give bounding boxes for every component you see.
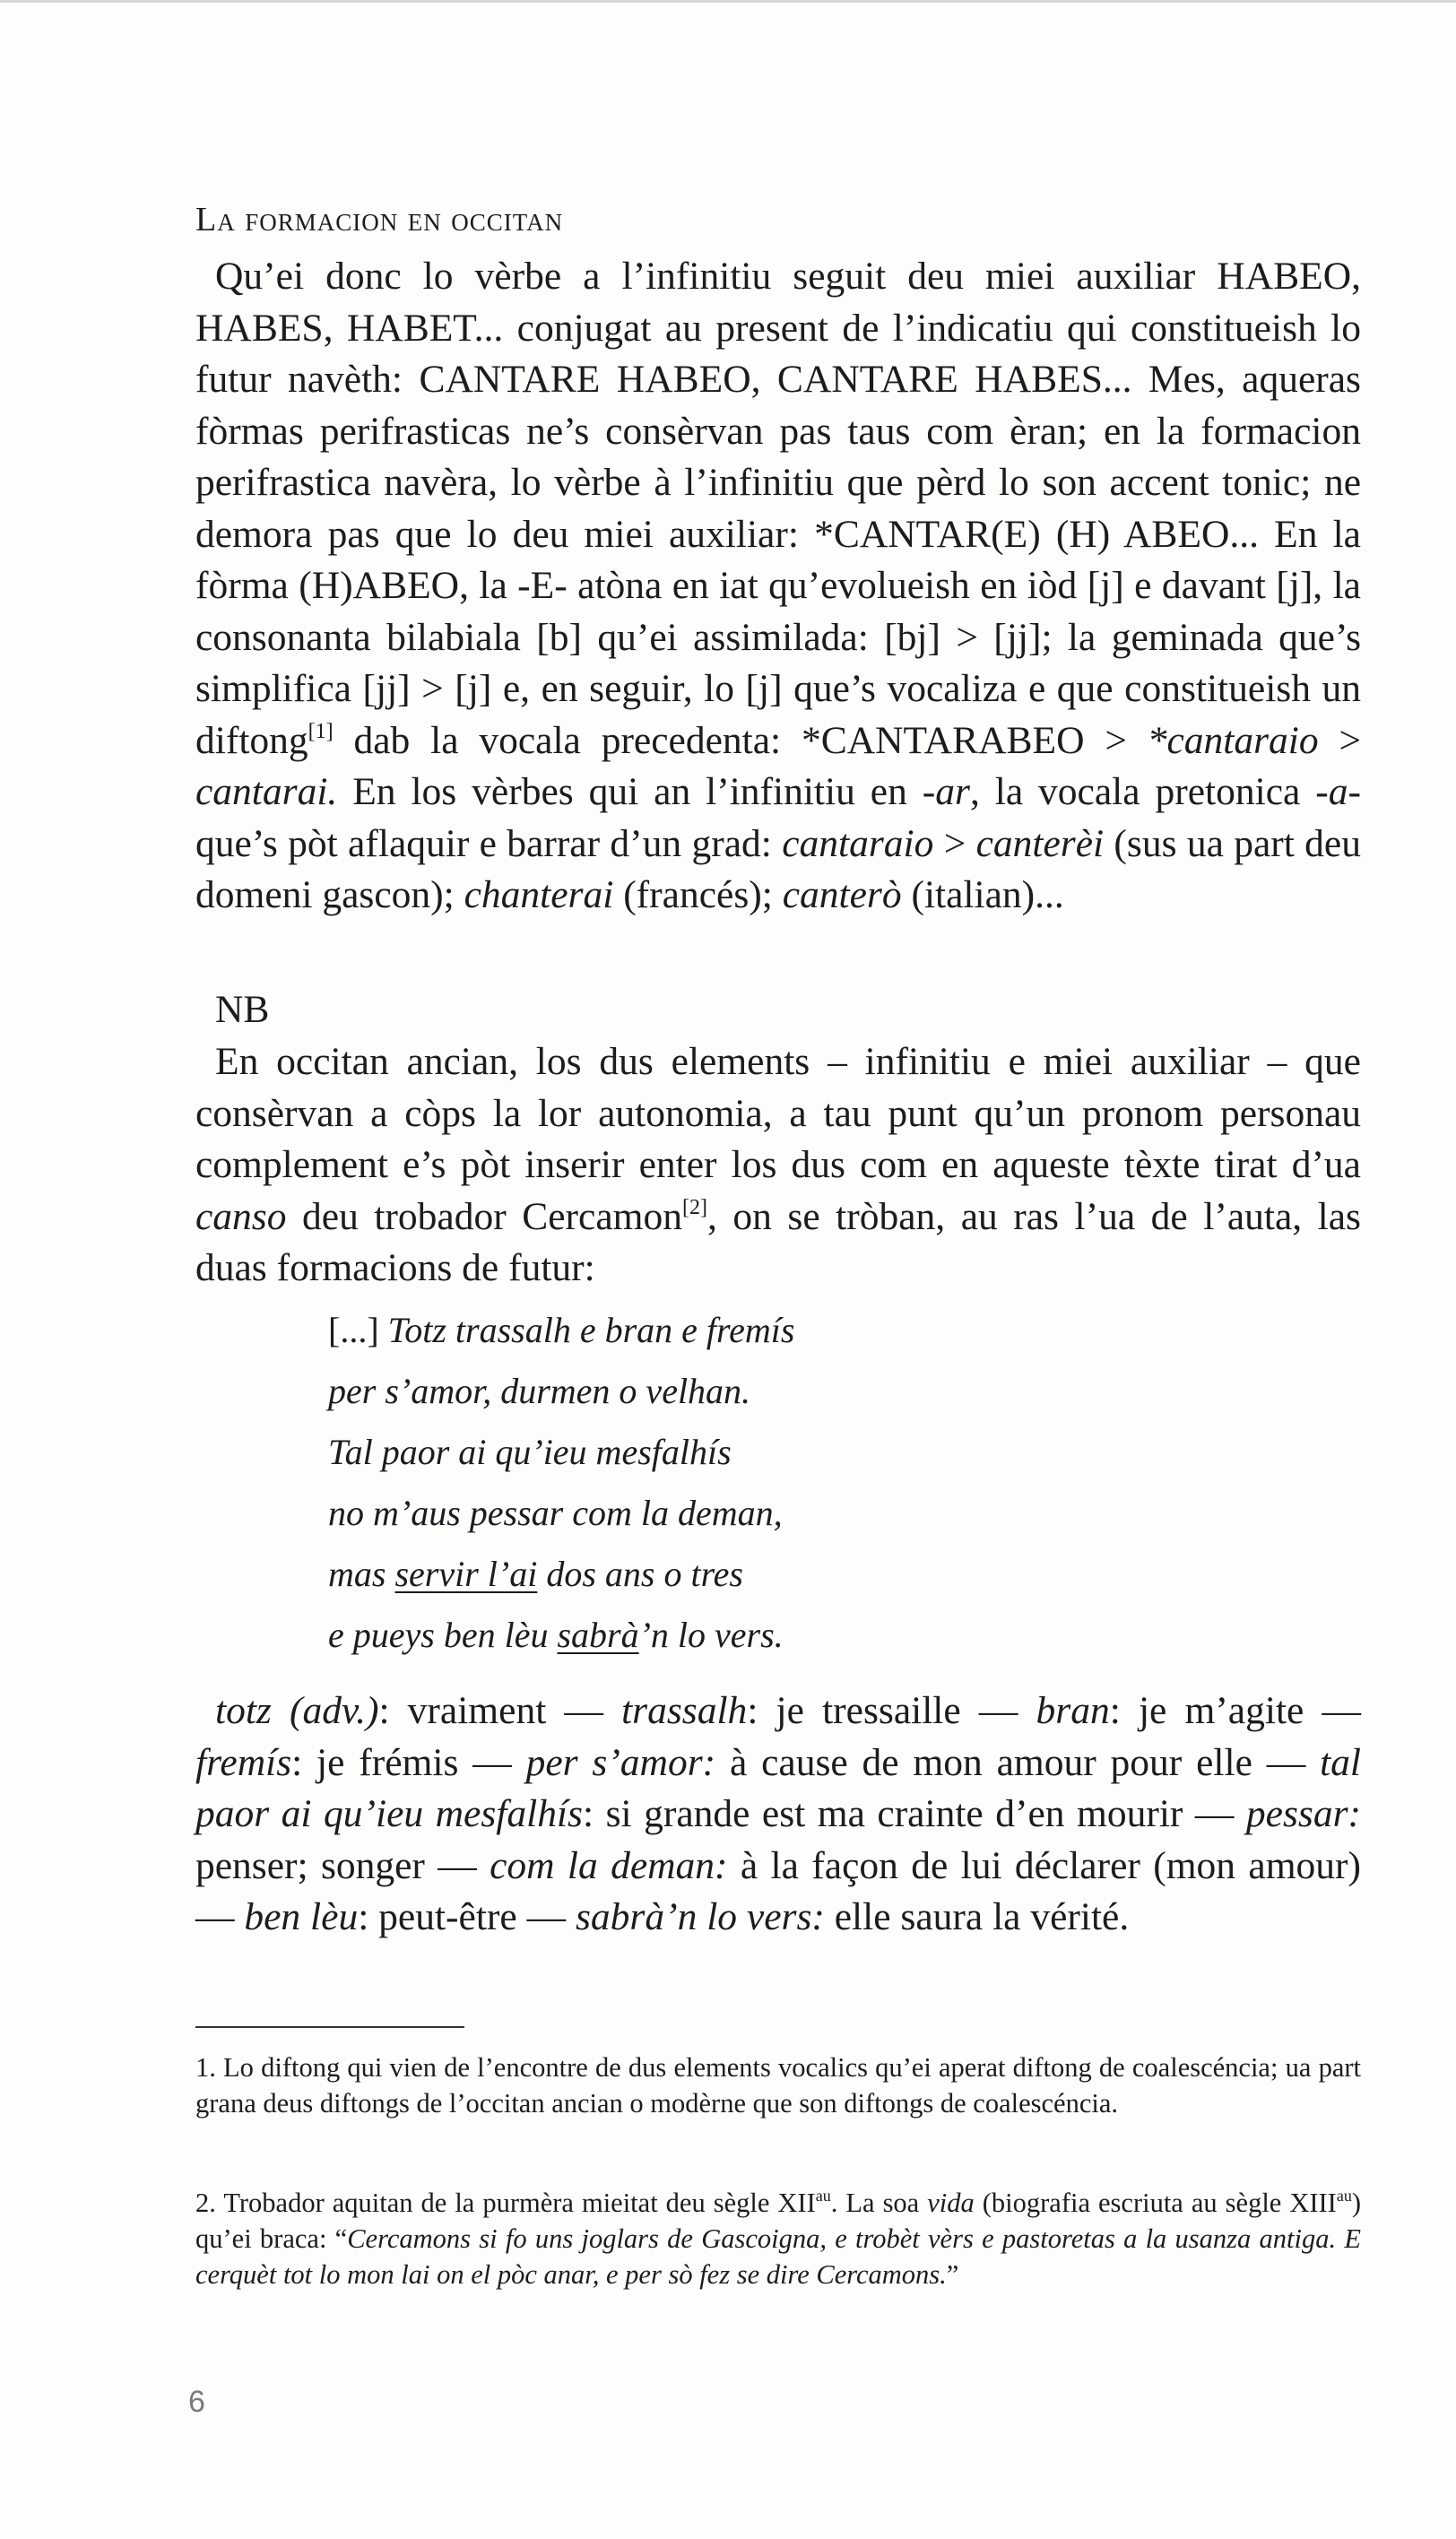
italic-term: -a-: [1315, 770, 1361, 813]
page-number: 6: [188, 2385, 205, 2419]
poem-line-text: ’n lo vers.: [638, 1615, 784, 1655]
ellipsis-bracket: [...]: [328, 1310, 388, 1350]
poem-line: [328, 1544, 1314, 1605]
gloss-def: à la façon de lui déclarer (mon amour) —: [195, 1843, 1362, 1938]
text-run: En los vèrbes qui an l’infinitiu en: [337, 770, 923, 813]
text-run: >: [933, 821, 976, 865]
gloss-def: elle saura la vérité.: [824, 1895, 1130, 1938]
italic-term: canterèi: [975, 821, 1105, 865]
gloss-def: : peut-être —: [358, 1895, 576, 1938]
footnote-ref-2[interactable]: [2]: [682, 1195, 707, 1219]
underlined-future-form: servir l’ai: [394, 1554, 538, 1594]
gloss-term: ben lèu: [244, 1895, 359, 1938]
gloss-term: totz (adv.): [215, 1689, 379, 1732]
text-run: deu trobador Cercamon: [286, 1194, 682, 1238]
text-run: (biografia escriuta au sègle XIII: [974, 2188, 1337, 2218]
glossary-paragraph: [195, 1685, 1361, 1944]
gloss-term: sabrà’n lo vers:: [575, 1895, 825, 1938]
poem-line-text: Totz trassalh e bran e fremís: [387, 1310, 795, 1350]
italic-term: vida: [927, 2188, 975, 2218]
text-run: dab la vocala precedenta: *CANTARABEO >: [333, 718, 1148, 762]
paragraph-nb: [195, 1036, 1361, 1295]
text-run: En occitan ancian, los dus elements – infinitiu e miei auxiliar – que consèrvan a còps la lor autonomia, a tau punt qu’un pronom personau complement e’s pòt inserir enter los dus com en aqueste tèxte tirat d’ua: [195, 1040, 1361, 1186]
gloss-term: bran: [1036, 1689, 1110, 1732]
text-run: ”: [946, 2259, 959, 2290]
section-heading: La formacion en occitan: [195, 201, 564, 238]
text-run: . La soa: [830, 2188, 928, 2218]
text-run: 2. Trobador aquitan de la purmèra mieitat deu sègle XII: [195, 2188, 816, 2218]
nb-title: NB: [215, 988, 270, 1031]
superscript: au: [815, 2187, 831, 2205]
gloss-def: : je frémis —: [291, 1740, 526, 1784]
poem-quotation: [328, 1300, 1314, 1666]
poem-line: [328, 1605, 1314, 1666]
gloss-def: : je m’agite —: [1109, 1689, 1361, 1732]
text-run: , la vocala pretonica: [969, 770, 1316, 813]
gloss-def: : si grande est ma crainte d’en mourir —: [582, 1792, 1246, 1835]
gloss-term: tal paor ai qu’ieu mesfalhís: [195, 1740, 1361, 1835]
poem-line-text: mas: [328, 1554, 395, 1594]
poem-line-text: dos ans o tres: [537, 1554, 743, 1594]
poem-line: no m’aus pessar com la deman,: [328, 1493, 783, 1533]
text-run: , on se tròban, au ras l’ua de l’auta, las duas formacions de futur:: [195, 1194, 1361, 1289]
underlined-future-form: sabrà: [557, 1615, 639, 1655]
text-run: Qu’ei donc lo vèrbe a l’infinitiu seguit deu miei auxiliar HABEO, HABES, HABET... conjugat au present de l’indicatiu qui constitueish lo futur navèth: CANTARE HABEO, CANTARE HABES... Mes, aqueras fòrmas perifrasticas ne’s consèrvan pas taus com èran; en la formacion perifrastica navèra, lo vèrbe à l’infinitiu que pèrd lo son accent tonic; ne demora pas que lo deu miei auxiliar: *CANTAR(E) (H) ABEO... En la fòrma (H)ABEO, la -E- atòna en iat qu’evolueish en iòd [j] e davant [j], la consonanta bilabiala [b] qu’ei assimilada: [bj] > [jj]; la geminada que’s simplifica [jj] > [j] e, en seguir, lo [j] que’s vocaliza e que constitueish un diftong: [195, 255, 1361, 762]
footnote-separator: [195, 2026, 464, 2028]
text-run: que’s pòt aflaquir e barrar d’un grad:: [195, 821, 783, 865]
italic-term: canterò: [782, 873, 902, 916]
italic-term: *cantaraio: [1147, 718, 1319, 762]
footnote-1: 1. Lo diftong qui vien de l’encontre de dus elements vocalics qu’ei aperat diftong de coalescéncia; ua part grana deus diftongs de l’occitan ancian o modèrne que son diftongs de coalescéncia.: [195, 2052, 1361, 2119]
gloss-term: fremís: [195, 1740, 292, 1784]
italic-term: -ar: [922, 770, 970, 813]
superscript: au: [1336, 2187, 1352, 2205]
italic-term: cantaraio: [782, 821, 934, 865]
poem-line: per s’amor, durmen o velhan.: [328, 1371, 751, 1411]
text-run: (francés);: [613, 873, 783, 916]
italic-term: canso: [195, 1194, 287, 1238]
gloss-def: : je tressaille —: [747, 1689, 1036, 1732]
gloss-def: : vraiment —: [378, 1689, 622, 1732]
footnote-ref-1[interactable]: [1]: [308, 719, 334, 743]
gloss-def: à cause de mon amour pour elle —: [715, 1740, 1321, 1784]
text-run: (sus ua part deu domeni gascon);: [195, 821, 1361, 916]
poem-line: [328, 1300, 1314, 1361]
poem-line-text: e pueys ben lèu: [328, 1615, 558, 1655]
top-edge-rule: [0, 0, 1456, 3]
gloss-term: per s’amor:: [525, 1740, 716, 1784]
text-run: >: [1318, 718, 1361, 762]
footnote-2: [195, 2185, 1361, 2292]
gloss-term: pessar:: [1245, 1792, 1361, 1835]
text-run: ) qu’ei braca: “: [195, 2188, 1362, 2254]
gloss-term: com la deman:: [490, 1843, 728, 1887]
italic-term: chanterai: [464, 873, 614, 916]
gloss-def: penser; songer —: [195, 1843, 490, 1887]
text-run: (italian)...: [901, 873, 1064, 916]
poem-line: Tal paor ai qu’ieu mesfalhís: [328, 1432, 732, 1472]
gloss-term: trassalh: [621, 1689, 748, 1732]
paragraph-futur-formation: [195, 251, 1361, 922]
italic-quotation: Cercamons si fo uns joglars de Gascoigna, e trobèt vèrs e pastoretas a la usanza antiga. E cerquèt tot lo mon lai on el pòc anar, e per sò fez se dire Cercamons.: [195, 2223, 1362, 2290]
italic-term: cantarai.: [195, 770, 338, 813]
